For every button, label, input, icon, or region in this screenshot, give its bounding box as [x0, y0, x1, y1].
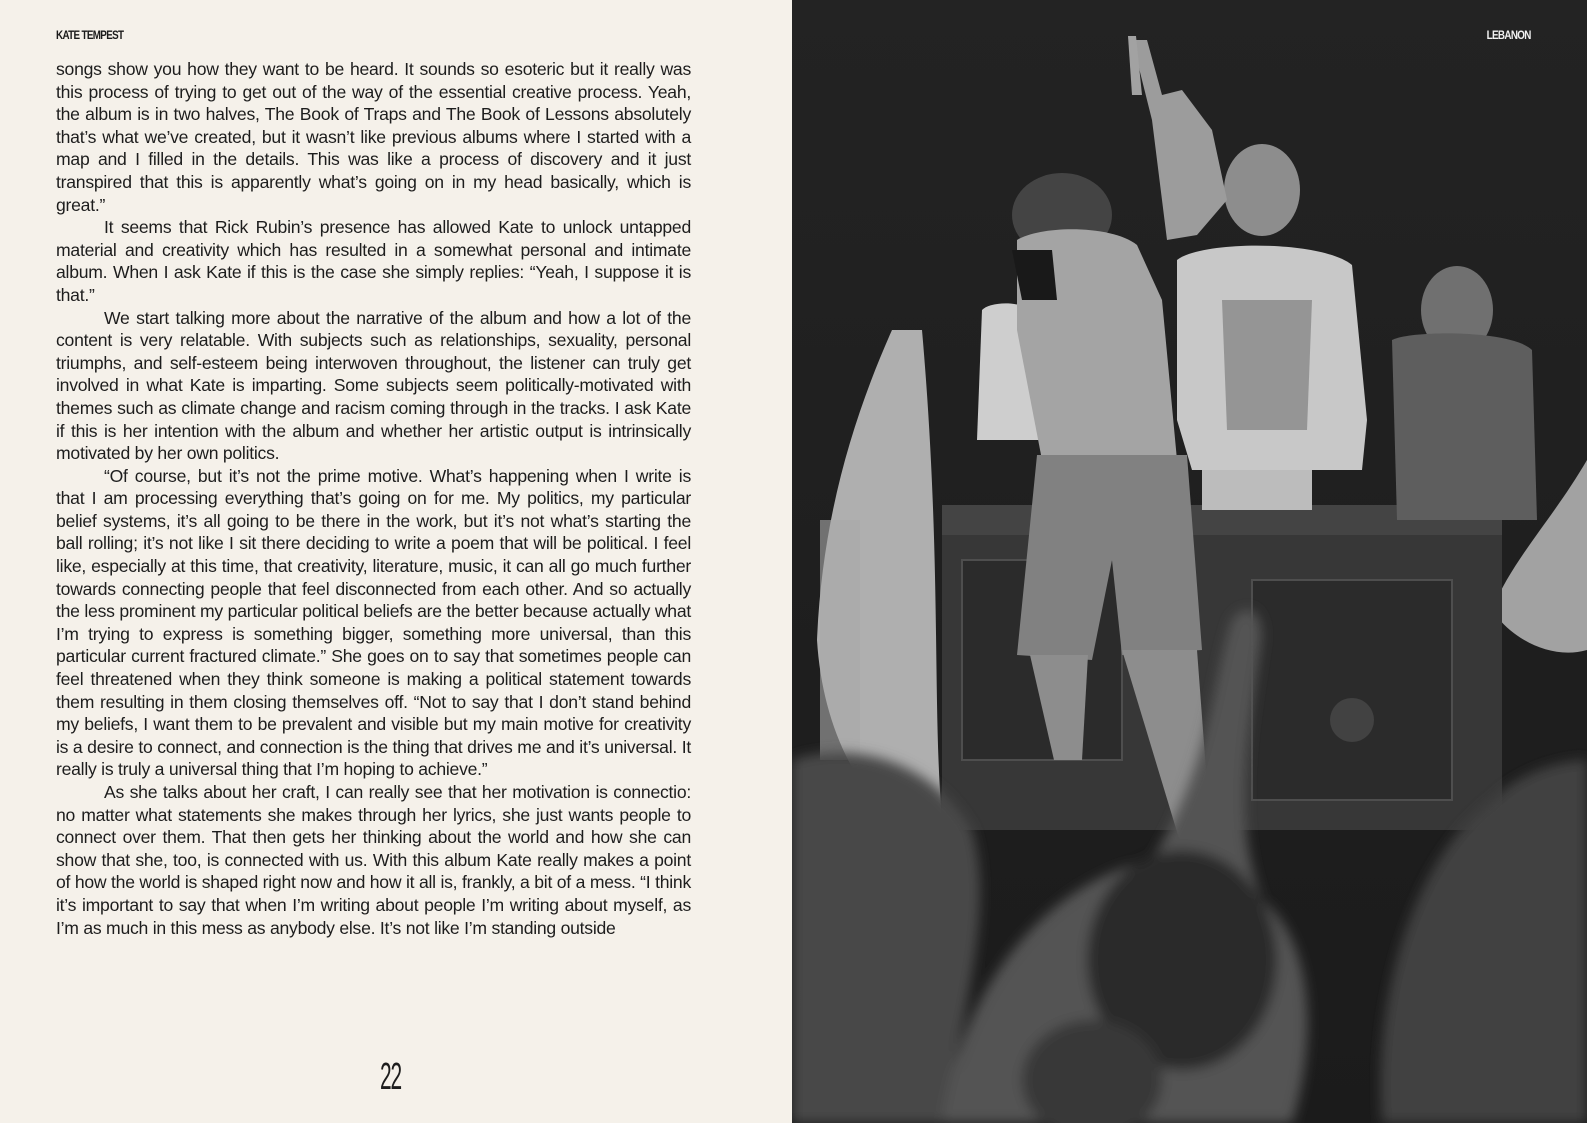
right-page-photo [792, 0, 1587, 1123]
article-body [56, 58, 691, 939]
article-paragraph: It seems that Rick Rubin’s presence has allowed Kate to unlock untapped material and creativity which has resulted in a somewhat personal and intimate album. When I ask Kate if this is the case she simply replies: “Yeah, I suppose it is that.” [56, 217, 691, 305]
running-head-right: LEBANON [1486, 28, 1531, 42]
article-paragraph: “Of course, but it’s not the prime motive. What’s happening when I write is that I am processing everything that’s going on for me. My politics, my particular belief systems, it’s all going to be there in the work, but it’s not what’s starting the ball rolling; it’s not like I sit there deciding to write a poem that will be political. I feel like, especially at this time, that creativity, literature, music, it can all go much further towards connecting people that feel disconnected from each other. And so actually the less prominent my particular political beliefs are the better because actually what I’m trying to express is something bigger, something more universal, than this particular current fractured climate.” She goes on to say that sometimes people can feel threatened when they think someone is making a political statement towards them resulting in them closing themselves off. “Not to say that I don’t stand behind my beliefs, I want them to be prevalent and visible but my main motive for creativity is a desire to connect, and connection is the thing that drives me and it’s universal. It really is truly a universal thing that I’m hoping to achieve.” [56, 465, 691, 780]
article-paragraph: songs show you how they want to be heard. It sounds so esoteric but it really was this process of trying to get out of the way of the essential creative process. Yeah, the album is in two halves, The Book of Traps and The Book of Lessons absolutely that’s what we’ve created, but it wasn’t like previous albums where I started with a map and I filled in the details. This was like a process of discovery and it just transpired that this is apparently what’s going on in my head basically, which is great.” [56, 59, 691, 215]
page-number: 22 [380, 1056, 402, 1098]
article-paragraph: As she talks about her craft, I can really see that her motivation is connectio: no matter what statements she makes through her lyrics, she just wants people to connect over them. That then gets her thinking about the world and how she can show that she, too, is connected with us. With this album Kate really makes a point of how the world is shaped right now and how it all is, frankly, a bit of a mess. “I think it’s important to say that when I’m writing about people I’m writing about myself, as I’m as much in this mess as anybody else. It’s not like I’m standing outside [56, 782, 691, 938]
left-page [0, 0, 792, 1123]
photo-tone [792, 0, 1587, 1123]
running-head-left: KATE TEMPEST [56, 28, 124, 42]
article-paragraph: We start talking more about the narrative of the album and how a lot of the content is very relatable. With subjects such as relationships, sexuality, personal triumphs, and self-esteem being interwoven throughout, the listener can truly get involved in what Kate is imparting. Some subjects seem politically-motivated with themes such as climate change and racism coming through in the tracks. I ask Kate if this is her intention with the album and whether her artistic output is intrinsically motivated by her own politics. [56, 307, 691, 464]
crowd-photo [792, 0, 1587, 1123]
